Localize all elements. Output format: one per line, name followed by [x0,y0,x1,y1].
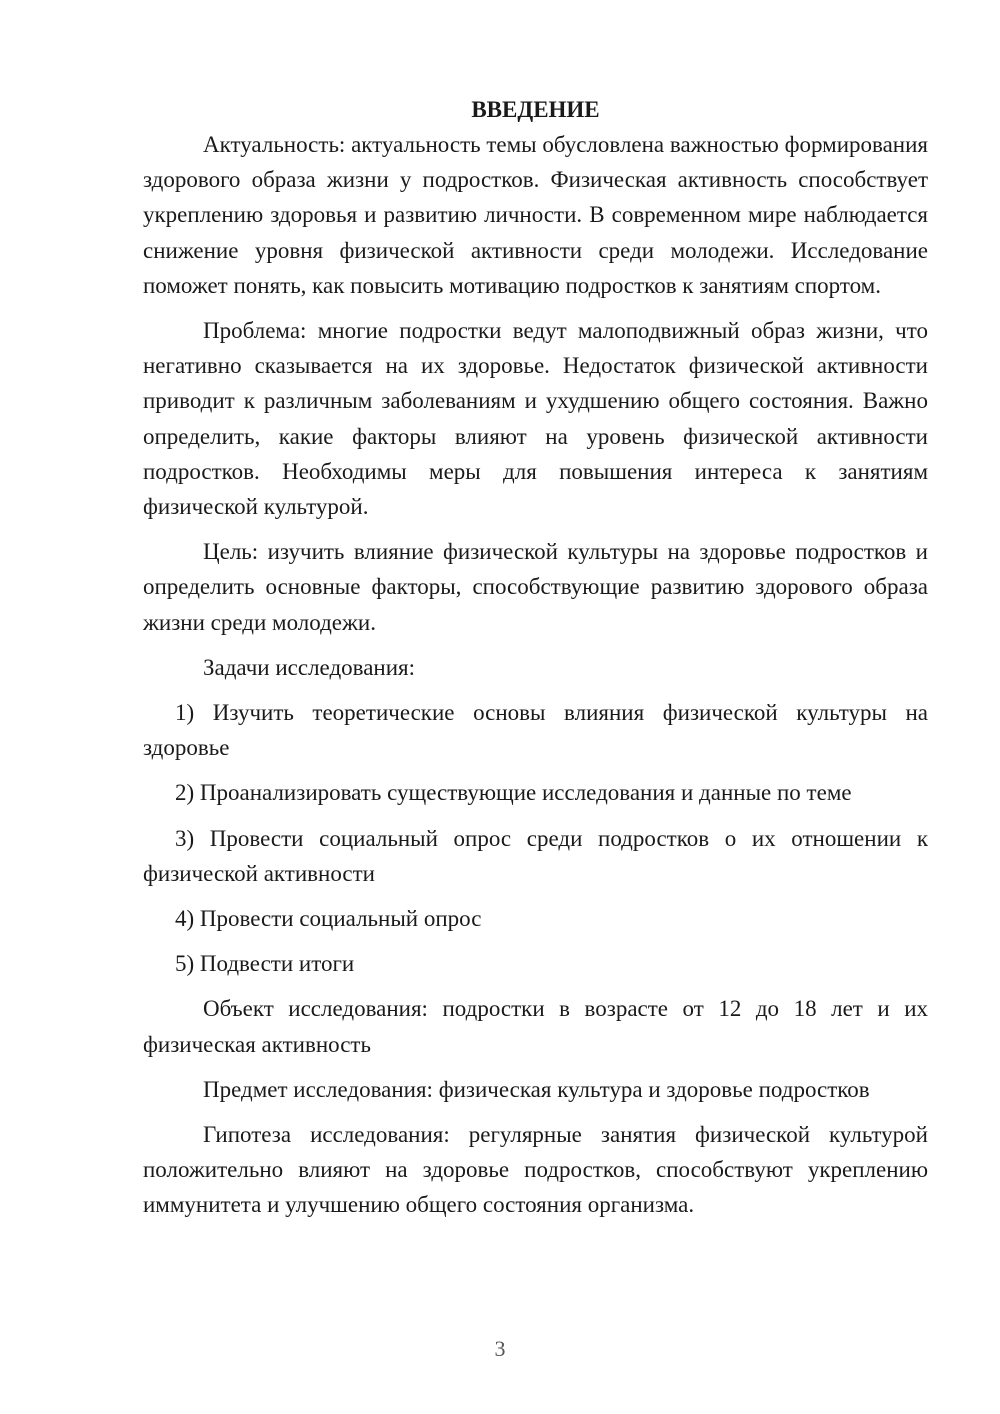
task-item-4: 4) Провести социальный опрос [175,906,482,932]
task-item-3: 3) Провести социальный опрос среди подростков о их отношении к физической активности [143,825,928,886]
task-item-5: 5) Подвести итоги [175,951,355,977]
object-paragraph: Объект исследования: подростки в возрасте от 12 до 18 лет и их физическая активность [143,996,928,1057]
goal-paragraph: Цель: изучить влияние физической культуры на здоровье подростков и определить основные факторы, способствующие развитию здорового образа жизни среди молодежи. [143,539,928,635]
subject-paragraph: Предмет исследования: физическая культура и здоровье подростков [203,1076,870,1102]
tasks-heading: Задачи исследования: [203,654,416,680]
task-item-2: 2) Проанализировать существующие исследования и данные по теме [175,780,852,806]
relevance-paragraph: Актуальность: актуальность темы обусловлена важностью формирования здорового образа жизни у подростков. Физическая активность способствует укреплению здоровья и развитию личности. В современном мире наблюдается снижение уровня физической активности среди молодежи. Исследование поможет понять, как повысить мотивацию подростков к занятиям спортом. [143,132,928,298]
document-title: ВВЕДЕНИЕ [471,97,600,122]
hypothesis-paragraph: Гипотеза исследования: регулярные занятия физической культурой положительно влияют на здоровье подростков, способствуют укреплению иммунитета и улучшению общего состояния организма. [143,1122,928,1218]
problem-paragraph: Проблема: многие подростки ведут малоподвижный образ жизни, что негативно сказывается на их здоровье. Недостаток физической активности приводит к различным заболеваниям и ухудшению общего состояния. Важно определить, какие факторы влияют на уровень физической активности подростков. Необходимы меры для повышения интереса к занятиям физической культурой. [143,318,928,520]
task-item-1: 1) Изучить теоретические основы влияния физической культуры на здоровье [143,700,928,761]
page-number: 3 [494,1336,506,1361]
document-page [143,92,928,1233]
